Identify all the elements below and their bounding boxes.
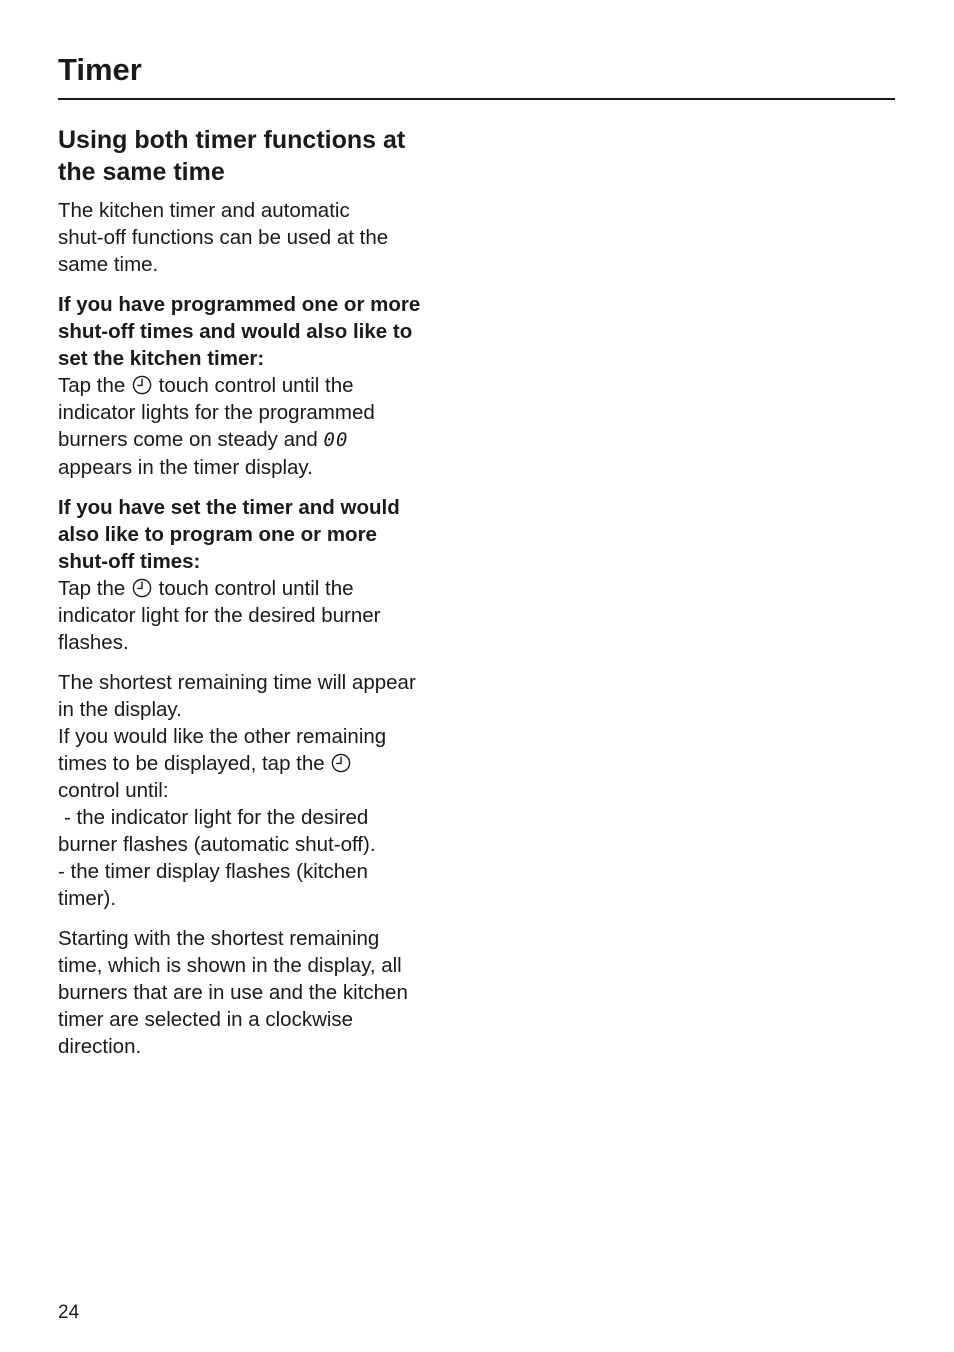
intro-line: The kitchen timer and automatic — [58, 199, 350, 222]
body-text: times to be displayed, tap the — [58, 752, 325, 775]
body-line: The shortest remaining time will appear — [58, 671, 416, 694]
instruction-line — [58, 372, 478, 399]
body-line — [58, 750, 478, 777]
instruction-block-kitchen-timer — [58, 291, 478, 481]
instruction-heading-line: shut-off times: — [58, 550, 201, 573]
list-item-line: burner flashes (automatic shut-off). — [58, 833, 376, 856]
page-number: 24 — [58, 1302, 80, 1323]
body-line: direction. — [58, 1035, 142, 1058]
intro-paragraph — [58, 197, 478, 278]
body-line: control until: — [58, 779, 169, 802]
clock-icon — [132, 375, 152, 395]
instruction-line: appears in the timer display. — [58, 456, 313, 479]
clockwise-paragraph — [58, 925, 478, 1060]
remaining-time-paragraph — [58, 669, 478, 912]
instruction-heading-line: shut-off times and would also like to — [58, 320, 413, 343]
instruction-heading-line: If you have programmed one or more — [58, 293, 421, 316]
timer-display-value: 00 — [323, 429, 349, 451]
list-item-line: - the timer display flashes (kitchen — [58, 860, 368, 883]
instruction-line — [58, 575, 478, 602]
intro-line: shut-off functions can be used at the — [58, 226, 389, 249]
instruction-heading-line: If you have set the timer and would — [58, 496, 400, 519]
instruction-text: touch control until the — [158, 577, 354, 600]
instruction-heading-line: also like to program one or more — [58, 523, 377, 546]
instruction-line: indicator light for the desired burner — [58, 604, 381, 627]
instruction-text: burners come on steady and — [58, 428, 318, 451]
content-column — [58, 124, 478, 1073]
body-line: time, which is shown in the display, all — [58, 954, 402, 977]
instruction-text: Tap the — [58, 577, 126, 600]
instruction-block-shutoff — [58, 494, 478, 656]
instruction-text: touch control until the — [158, 374, 354, 397]
section-heading — [58, 124, 478, 188]
page-title: Timer — [58, 52, 142, 87]
intro-line: same time. — [58, 253, 159, 276]
instruction-text: Tap the — [58, 374, 126, 397]
body-line: If you would like the other remaining — [58, 725, 387, 748]
instruction-line: indicator lights for the programmed — [58, 401, 375, 424]
instruction-line — [58, 426, 478, 454]
clock-icon — [132, 578, 152, 598]
section-heading-line: the same time — [58, 158, 225, 186]
section-heading-line: Using both timer functions at — [58, 126, 406, 154]
list-item-line: - the indicator light for the desired — [64, 806, 369, 829]
list-item-line: timer). — [58, 887, 117, 910]
clock-icon — [331, 753, 351, 773]
title-divider — [58, 98, 895, 100]
body-line: timer are selected in a clockwise — [58, 1008, 354, 1031]
instruction-heading-line: set the kitchen timer: — [58, 347, 265, 370]
body-line: burners that are in use and the kitchen — [58, 981, 408, 1004]
body-line: Starting with the shortest remaining — [58, 927, 380, 950]
instruction-line: flashes. — [58, 631, 129, 654]
body-line: in the display. — [58, 698, 182, 721]
